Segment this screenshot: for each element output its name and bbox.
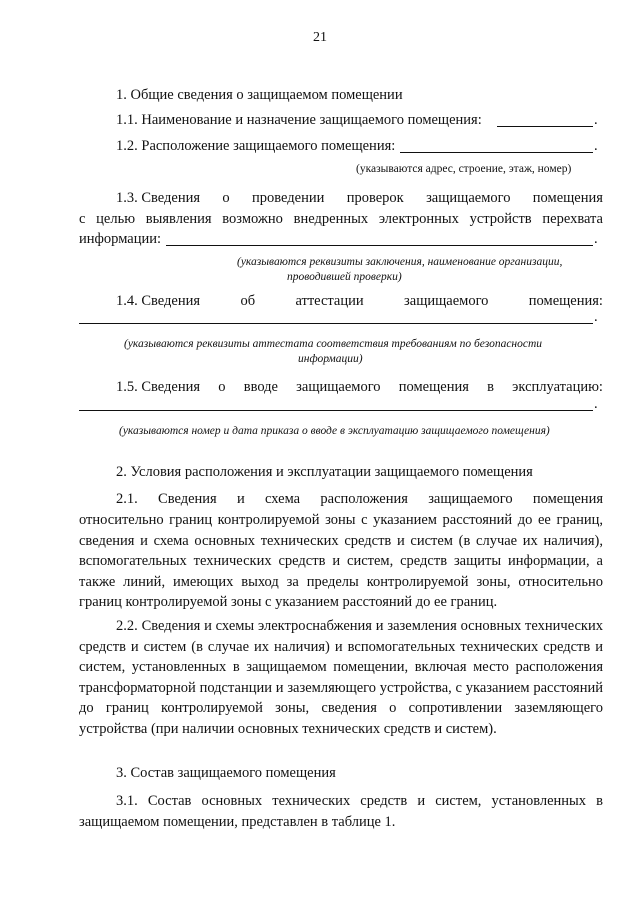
- item-1-5-caption: (указываются номер и дата приказа о вводе в эксплуатацию защищаемого помещения): [119, 425, 550, 437]
- item-1-5-word: 1.5. Сведения: [116, 379, 201, 395]
- item-1-3-period: .: [594, 231, 598, 247]
- item-1-4-word: аттестации: [295, 293, 364, 309]
- item-1-3-word: проверок: [346, 190, 404, 206]
- paragraph-2-2: [79, 616, 603, 740]
- paragraph-2-1-text: относительно границ контролируемой зоны с указанием расстояний до ее границ, сведения и схема основных технических средств и систем (в случае их наличия), вспомогательных технических средств и систем, средств защиты информации, а также линий, имеющих выход за пределы контролируемой зоны, относительно границ контролируемой зоны с указанием расстояний до ее границ.: [79, 512, 603, 611]
- paragraph-2-2-text: 2.2. Сведения и схемы электроснабжения и заземления основных технических средств и систем (в случае их наличия) и вспомогательных технических средств и систем, установленных в защищаемом помещении, включая место расположения трансформаторной подстанции и заземляющего устройства, с указанием расстояний до границ контролируемой зоны, сведения о сопротивлении заземляющего устройства (при наличии основных технических средств и систем).: [79, 618, 603, 737]
- paragraph-3-1-text: 3.1. Состав основных технических средств и систем, установленных в защищаемом помещении, представлен в таблице 1.: [79, 793, 603, 830]
- item-1-5-word: в: [487, 379, 494, 395]
- item-1-2-period: .: [594, 138, 598, 154]
- item-1-3-blank-line: [166, 245, 593, 246]
- item-1-5-word: защищаемого: [296, 379, 381, 395]
- item-1-5-line: [116, 378, 603, 396]
- item-1-1-blank-line: [497, 126, 593, 127]
- item-1-5-word: вводе: [243, 379, 278, 395]
- item-1-3-caption-1: (указываются реквизиты заключения, наименование организации,: [237, 256, 563, 268]
- item-1-3-caption-2: проводившей проверки): [287, 271, 402, 283]
- item-1-3-line-1: [116, 189, 603, 207]
- item-1-4-caption-2: информации): [298, 353, 363, 365]
- item-1-3-word: проведении: [252, 190, 325, 206]
- item-1-4-word: об: [240, 293, 256, 309]
- item-1-4-period: .: [594, 309, 598, 325]
- item-1-3-word: помещения: [532, 190, 603, 206]
- section-2-heading: 2. Условия расположения и эксплуатации защищаемого помещения: [116, 464, 533, 480]
- item-1-4-word: 1.4. Сведения: [116, 293, 201, 309]
- item-1-3-line-2: с целью выявления возможно внедренных электронных устройств перехвата: [79, 211, 603, 227]
- item-1-2-blank-line: [400, 152, 593, 153]
- page-number: 21: [313, 30, 327, 45]
- item-1-4-word: защищаемого: [404, 293, 489, 309]
- item-1-2-label: 1.2. Расположение защищаемого помещения:: [116, 138, 396, 154]
- item-1-2-caption: (указываются адрес, строение, этаж, номер): [356, 163, 572, 175]
- paragraph-3-1: [79, 791, 603, 832]
- item-1-3-word: 1.3. Сведения: [116, 190, 201, 206]
- item-1-3-word: защищаемого: [426, 190, 511, 206]
- section-3-heading: 3. Состав защищаемого помещения: [116, 765, 336, 781]
- item-1-4-word: помещения:: [528, 293, 603, 309]
- item-1-3-word: о: [222, 190, 230, 206]
- item-1-4-blank-line: [79, 323, 593, 324]
- item-1-3-line-3: информации:: [79, 231, 162, 247]
- item-1-5-blank-line: [79, 410, 593, 411]
- section-1-heading: 1. Общие сведения о защищаемом помещении: [116, 87, 403, 103]
- item-1-4-line: [116, 292, 603, 310]
- item-1-5-period: .: [594, 396, 598, 412]
- item-1-5-word: помещения: [398, 379, 469, 395]
- item-1-1-label: 1.1. Наименование и назначение защищаемого помещения:: [116, 112, 482, 128]
- item-1-5-word: эксплуатацию:: [512, 379, 603, 395]
- item-1-5-word: о: [218, 379, 226, 395]
- paragraph-2-1-first-line: 2.1. Сведения и схема расположения защищаемого помещения: [116, 491, 603, 507]
- item-1-1-period: .: [594, 112, 598, 128]
- item-1-4-caption-1: (указываются реквизиты аттестата соответствия требованиям по безопасности: [124, 338, 543, 350]
- paragraph-2-1: [79, 510, 603, 613]
